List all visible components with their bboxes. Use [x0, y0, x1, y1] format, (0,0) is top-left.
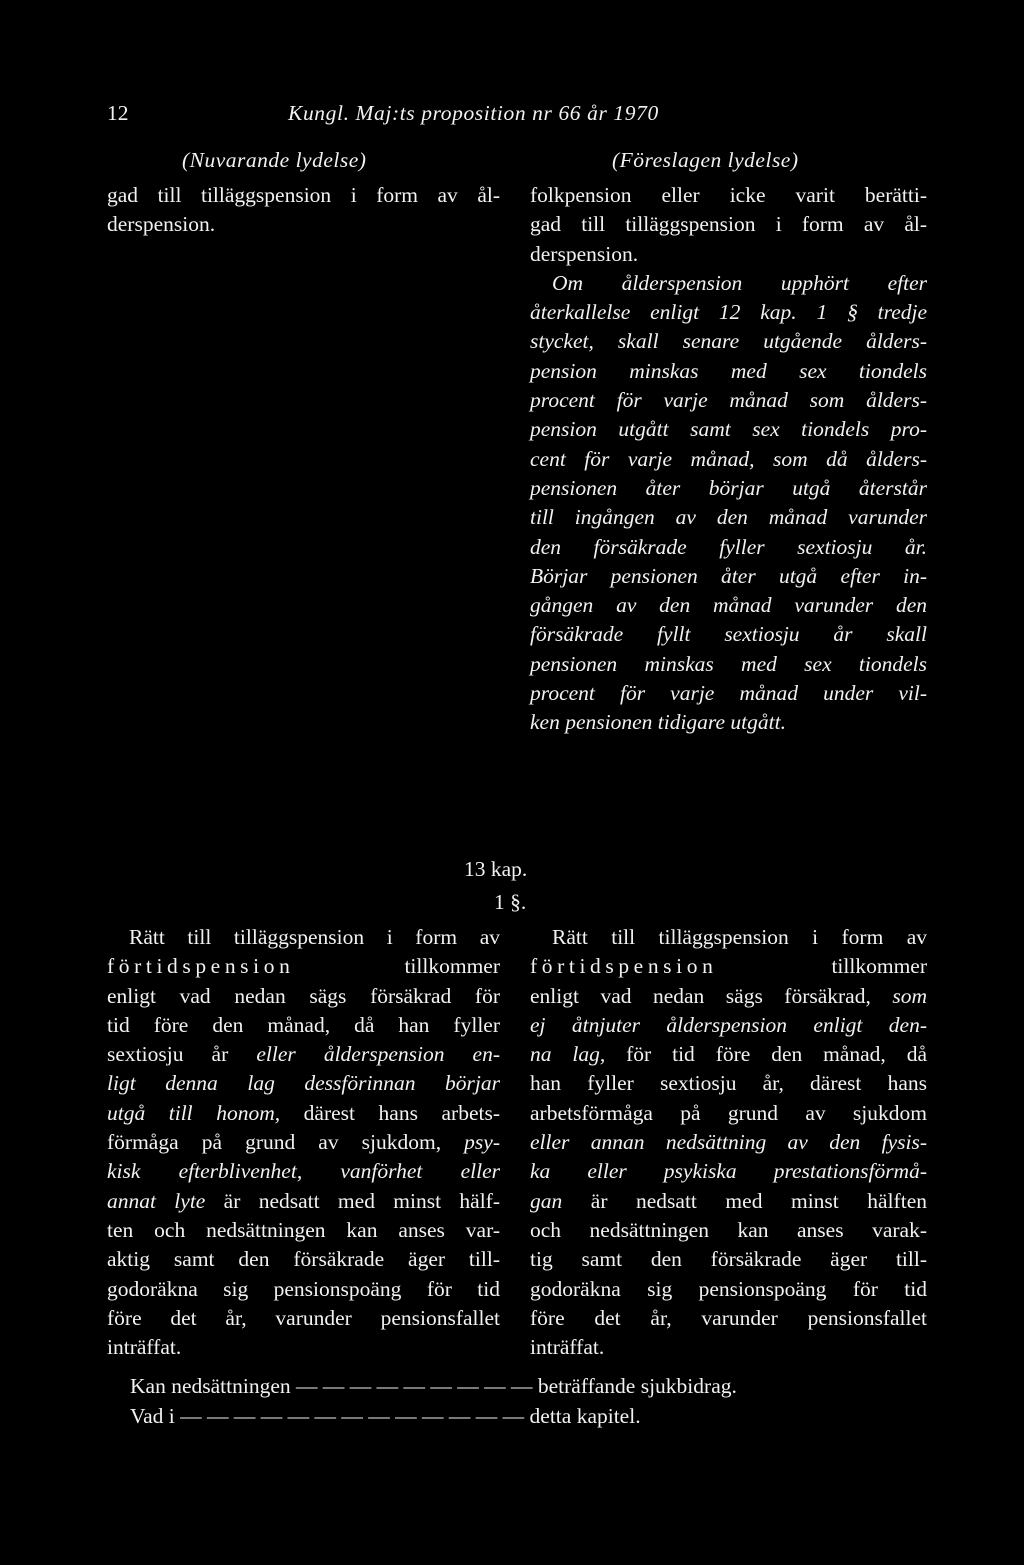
text-line	[107, 1069, 500, 1098]
text-line	[530, 952, 927, 981]
italic-text-line: pensionen minskas med sex tiondels	[530, 651, 927, 676]
text: inträffat.	[530, 1335, 605, 1360]
text: därest hans arbets-	[280, 1100, 500, 1125]
italic-text: annat lyte	[107, 1188, 206, 1213]
text-line	[530, 1304, 927, 1333]
italic-text: utgå till honom,	[107, 1100, 281, 1125]
italic-text: kisk efterblivenhet, vanförhet eller	[107, 1159, 500, 1184]
text-line	[107, 1128, 500, 1157]
text: inträffat.	[107, 1335, 182, 1360]
text: enligt vad nedan sägs försäkrad för	[107, 983, 500, 1008]
text-line	[107, 1333, 500, 1362]
running-title: Kungl. Maj:ts proposition nr 66 år 1970	[288, 101, 659, 125]
text: och nedsättningen kan anses varak-	[530, 1217, 927, 1242]
text-line	[530, 1157, 927, 1186]
section-heading: 1 §.	[494, 890, 527, 914]
lower-left-column	[107, 923, 500, 1362]
left-column-heading: (Nuvarande lydelse)	[182, 148, 367, 172]
italic-text: eller ålderspension en-	[256, 1042, 500, 1067]
text-line	[107, 952, 500, 981]
italic-text-line: pension minskas med sex tiondels	[530, 358, 927, 383]
text: Rätt till tilläggspension i form av	[129, 925, 500, 949]
text: är nedsatt med minst hälf-	[205, 1188, 500, 1213]
italic-text-line: procent för varje månad under vil-	[530, 681, 927, 706]
italic-text: na lag,	[530, 1042, 606, 1067]
lower-right-column	[530, 923, 927, 1362]
text-line	[107, 1099, 500, 1128]
text: tillkommer	[831, 954, 927, 979]
text: godoräkna sig pensionspoäng för tid	[530, 1276, 927, 1301]
text-line	[107, 1187, 500, 1216]
text: före det år, varunder pensionsfallet	[530, 1305, 927, 1330]
text-line	[530, 1011, 927, 1040]
text-line	[107, 1157, 500, 1186]
text-line	[530, 1275, 927, 1304]
text: aktig samt den försäkrade äger till-	[107, 1247, 500, 1272]
italic-text: som	[892, 983, 927, 1008]
text: tig samt den försäkrade äger till-	[530, 1247, 927, 1272]
text-line	[107, 1040, 500, 1069]
text-line	[107, 1275, 500, 1304]
text-line	[107, 1245, 500, 1274]
text-line	[530, 1099, 927, 1128]
italic-text-line: cent för varje månad, som då ålders-	[530, 446, 927, 471]
chapter-heading: 13 kap.	[464, 857, 528, 881]
text-line	[530, 1069, 927, 1098]
upper-left-column	[107, 181, 500, 240]
text-line	[107, 1011, 500, 1040]
text-line	[530, 1187, 927, 1216]
footer-line-vad: Vad i — — — — — — — — — — — — — detta kapitel.	[130, 1404, 641, 1428]
text: är nedsatt med minst hälften	[562, 1188, 927, 1213]
italic-text-line: procent för varje månad som ålders-	[530, 388, 927, 413]
text-line	[530, 982, 927, 1011]
italic-text-line: återkallelse enligt 12 kap. 1 § tredje	[530, 300, 927, 325]
text-line	[530, 1128, 927, 1157]
text: tillkommer	[404, 954, 500, 979]
italic-text: eller annan nedsättning av den fysis-	[530, 1130, 927, 1155]
italic-text-line: stycket, skall senare utgående ålders-	[530, 329, 927, 354]
text: Rätt till tilläggspension i form av	[552, 925, 927, 949]
text-line	[530, 1040, 927, 1069]
text-line	[107, 923, 500, 952]
text-line	[530, 1333, 927, 1362]
text-line: derspension.	[530, 241, 639, 266]
footer-line-kan: Kan nedsättningen — — — — — — — — — beträffande sjukbidrag.	[130, 1374, 737, 1398]
italic-text-line: pension utgått samt sex tiondels pro-	[530, 417, 927, 442]
right-column-heading: (Föreslagen lydelse)	[612, 148, 799, 172]
text-line	[530, 1245, 927, 1274]
italic-text-line: den försäkrade fyller sextiosju år.	[530, 534, 927, 559]
italic-text-line: pensionen åter börjar utgå återstår	[530, 475, 927, 500]
italic-text: psy-	[464, 1130, 500, 1155]
proposed-italic-paragraph	[530, 269, 927, 738]
spaced-term: förtidspension	[530, 954, 718, 979]
page-number: 12	[107, 101, 129, 125]
text-line: derspension.	[107, 212, 216, 237]
italic-text-line: försäkrade fyllt sextiosju år skall	[530, 622, 927, 647]
italic-text-line: Om ålderspension upphört efter	[552, 270, 927, 295]
text: arbetsförmåga på grund av sjukdom	[530, 1100, 927, 1125]
text-line	[107, 1216, 500, 1245]
upper-right-column	[530, 181, 927, 738]
italic-text: ej åtnjuter ålderspension enligt den-	[530, 1012, 927, 1037]
text-line: gad till tilläggspension i form av ål-	[530, 212, 927, 237]
italic-text-line: till ingången av den månad varunder	[530, 505, 927, 530]
spaced-term: förtidspension	[107, 954, 295, 979]
italic-text-line: ken pensionen tidigare utgått.	[530, 710, 786, 735]
text-line	[530, 1216, 927, 1245]
text: tid före den månad, då han fyller	[107, 1012, 500, 1037]
text: för tid före den månad, då	[605, 1042, 927, 1067]
text: före det år, varunder pensionsfallet	[107, 1305, 500, 1330]
text: sextiosju år	[107, 1042, 257, 1067]
text: han fyller sextiosju år, därest hans	[530, 1071, 927, 1096]
text-line	[530, 923, 927, 952]
italic-text: ligt denna lag dessförinnan börjar	[107, 1071, 500, 1096]
text-line	[107, 982, 500, 1011]
text-line: gad till tilläggspension i form av ål-	[107, 183, 500, 207]
text: ten och nedsättningen kan anses var-	[107, 1217, 500, 1242]
text: enligt vad nedan sägs försäkrad,	[530, 983, 893, 1008]
italic-text-line: Börjar pensionen åter utgå efter in-	[530, 563, 927, 588]
text: förmåga på grund av sjukdom,	[107, 1130, 465, 1155]
text: godoräkna sig pensionspoäng för tid	[107, 1276, 500, 1301]
italic-text-line: gången av den månad varunder den	[530, 593, 927, 618]
text-line: folkpension eller icke varit berätti-	[530, 183, 927, 207]
italic-text: gan	[530, 1188, 563, 1213]
italic-text: ka eller psykiska prestationsförmå-	[530, 1159, 927, 1184]
text-line	[107, 1304, 500, 1333]
